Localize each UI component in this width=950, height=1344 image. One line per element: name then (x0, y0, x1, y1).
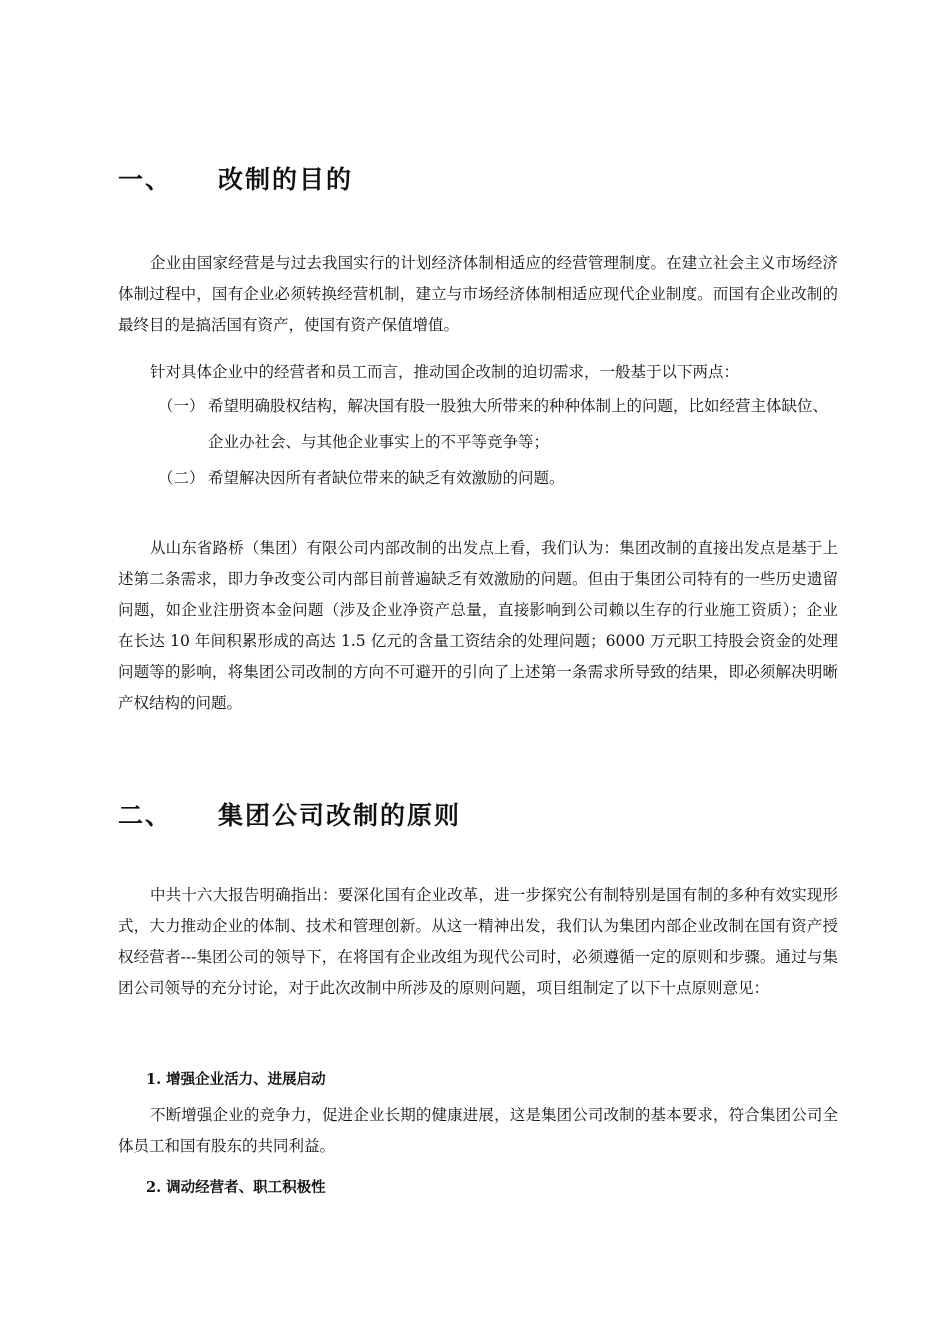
list-item (158, 388, 840, 460)
list-item-text: 希望明确股权结构，解决国有股一股独大所带来的种种体制上的问题，比如经营主体缺位、企业办社会、与其他企业事实上的不平等竞争等； (208, 397, 829, 451)
principle-1-heading: 1. 增强企业活力、进展启动 (146, 1071, 326, 1088)
section-1-number: 一、 (118, 165, 173, 194)
section-1-paragraph-3: 从山东省路桥（集团）有限公司内部改制的出发点上看，我们认为：集团改制的直接出发点是基于上述第二条需求，即力争改变公司内部目前普遍缺乏有效激励的问题。但由于集团公司特有的一些历史遗留问题，如企业注册资本金问题（涉及企业净资产总量，直接影响到公司赖以生存的行业施工资质）；企业在长达 10 年间积累形成的高达 1.5 亿元的含量工资结余的处理问题；6000 万元职工持股会资金的处理问题等的影响，将集团公司改制的方向不可避开的引向了上述第一条需求所导致的结果，即必须解决明晰产权结构的问题。 (118, 539, 838, 712)
principle-1-text: 不断增强企业的竞争力，促进企业长期的健康进展，这是集团公司改制的基本要求，符合集团公司全体员工和国有股东的共同利益。 (118, 1106, 838, 1155)
section-1-title: 改制的目的 (218, 165, 354, 194)
section-1-paragraph-1: 企业由国家经营是与过去我国实行的计划经济体制相适应的经营管理制度。在建立社会主义市场经济体制过程中，国有企业必须转换经营机制，建立与市场经济体制相适应现代企业制度。而国有企业改制的最终目的是搞活国有资产，使国有资产保值增值。 (118, 254, 838, 334)
section-2-paragraph-1: 中共十六大报告明确指出：要深化国有企业改革，进一步探究公有制特别是国有制的多种有效实现形式，大力推动企业的体制、技术和管理创新。从这一精神出发，我们认为集团内部企业改制在国有资产授权经营者---集团公司的领导下，在将国有企业改组为现代公司时，必须遵循一定的原则和步骤。通过与集团公司领导的充分讨论，对于此次改制中所涉及的原则问题，项目组制定了以下十点原则意见： (118, 886, 838, 997)
section-2-heading (118, 796, 461, 832)
list-item (158, 460, 840, 496)
list-item-marker: （一） (158, 397, 205, 415)
section-2-number: 二、 (118, 801, 173, 830)
list-item-marker: （二） (158, 469, 205, 487)
section-1-heading (118, 160, 353, 196)
principle-2-heading: 2. 调动经营者、职工积极性 (146, 1179, 326, 1196)
list-item-text: 希望解决因所有者缺位带来的缺乏有效激励的问题。 (208, 469, 565, 487)
section-1-paragraph-2: 针对具体企业中的经营者和员工而言，推动国企改制的迫切需求，一般基于以下两点： (150, 363, 740, 381)
section-2-title: 集团公司改制的原则 (218, 801, 462, 830)
